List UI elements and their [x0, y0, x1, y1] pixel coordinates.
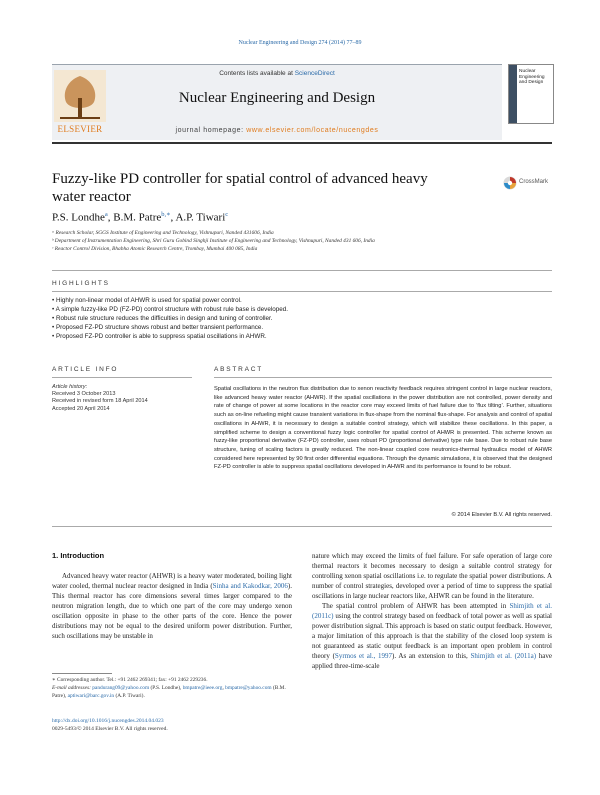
homepage-link[interactable]: www.elsevier.com/locate/nucengdes: [246, 127, 379, 134]
article-title: Fuzzy-like PD controller for spatial control of advanced heavy water reactor: [52, 171, 428, 205]
sciencedirect-link[interactable]: ScienceDirect: [294, 70, 335, 77]
contents-prefix: Contents lists available at: [219, 70, 295, 77]
section-rule: [52, 291, 552, 292]
section-rule: [52, 377, 192, 378]
journal-homepage: [52, 127, 502, 134]
article-info-heading: ARTICLE INFO: [52, 366, 119, 373]
highlight-item: • Highly non-linear model of AHWR is used for spatial power control.: [52, 296, 552, 305]
author-affil-mark[interactable]: a: [104, 211, 108, 218]
reference-link[interactable]: Shimjith et al. (2011a): [470, 652, 537, 660]
corresponding-author-footnote: [52, 677, 292, 700]
cover-title: Nuclear Engineering and Design: [519, 69, 545, 85]
abstract-heading: ABSTRACT: [214, 366, 264, 373]
received-date: Received 3 October 2013: [52, 391, 116, 398]
reference-link[interactable]: Syrmos et al., 1997: [334, 652, 393, 660]
author-name[interactable]: B.M. Patre: [113, 211, 162, 224]
affiliation: ᵃ Research Scholar, SGGS Institute of Engineering and Technology, Vishnupuri, Nanded 431606, India: [52, 230, 274, 236]
paragraph: Advanced heavy water reactor (AHWR) is a heavy water moderated, boiling light water cooled, thermal nuclear reactor designed in India (Sinha and Kakodkar, 2006). This thermal reactor has core dimensions several times larger compared to the neutron migration length, due to which one part of the core may undergo xenon oscillation opposite in phase to the other parts of the core. Hence the power distributions may not be equal to the desired uniform power distribution. Further, such oscillations may be unstable in: [52, 572, 292, 640]
author-name[interactable]: A.P. Tiwari: [175, 211, 226, 224]
contents-line: [52, 70, 502, 77]
email-link[interactable]: pandurang09@yahoo.com: [92, 684, 150, 691]
doi-link[interactable]: http://dx.doi.org/10.1016/j.nucengdes.2014.04.023: [52, 718, 164, 724]
accepted-date: Accepted 20 April 2014: [52, 405, 110, 412]
highlight-item: • Proposed FZ-PD structure shows robust and better transient performance.: [52, 323, 552, 332]
email-link[interactable]: bmpatre@yahoo.com: [225, 684, 272, 691]
corresponding-note: ∗ Corresponding author. Tel.: +91 2462 269341; fax: +91 2462 229236.: [52, 677, 208, 683]
reference-link[interactable]: Sinha and Kakodkar, 2006: [212, 582, 288, 590]
revised-date: Received in revised form 18 April 2014: [52, 398, 148, 405]
homepage-label: journal homepage:: [175, 127, 247, 134]
article-history: [52, 384, 192, 413]
email-link[interactable]: bmpatre@ieee.org: [182, 684, 223, 691]
author-name[interactable]: P.S. Londhe: [52, 211, 105, 224]
paragraph: The spatial control problem of AHWR has been attempted in Shimjith et al. (2011c) using the control strategy based on feedback of total power as well as spatial power distribution signal. This approach is based on static output feedback. However, a major limitation of this approach is that the stability of the closed loop system is not guaranteed as static output feedback is an important open problem in control theory (Syrmos et al., 1997). As an extension to this, Shimjith et al. (2011a) have applied three-time-scale: [312, 602, 552, 670]
issn-line: 0029-5493/© 2014 Elsevier B.V. All rights reserved.: [52, 725, 168, 732]
crossmark-icon: [503, 176, 517, 190]
right-column: [312, 551, 552, 671]
crossmark-label: CrossMark: [519, 179, 549, 185]
journal-citation[interactable]: Nuclear Engineering and Design 274 (2014) 77–89: [238, 40, 362, 46]
journal-cover-thumbnail: [508, 64, 554, 124]
left-column: [52, 571, 292, 641]
section-rule: [52, 526, 552, 527]
header-top-rule: [52, 64, 502, 65]
email-line: E-mail addresses: pandurang09@yahoo.com (P.S. Londhe), bmpatre@ieee.org, bmpatre@yahoo.com (B.M. Patre), aptiwari@barc.gov.in (A.P. Tiwari).: [52, 684, 286, 699]
paragraph: nature which may exceed the limits of fuel failure. For safe operation of large core thermal reactors it becomes necessary to design a suitable control strategy for controlling xenon spatial oscillations i.e. to regulate the spatial power distributions. A number of control strategies, developed over a period of time to suppress the spatial oscillations in large nuclear reactors like, AHWR can be found in the literature.: [312, 552, 552, 600]
highlights-heading: HIGHLIGHTS: [52, 280, 110, 287]
section-rule: [214, 377, 552, 378]
crossmark-badge[interactable]: [503, 176, 551, 190]
highlight-item: • Robust rule structure reduces the difficulties in design and tuning of controller.: [52, 314, 552, 323]
footnote-rule: [52, 673, 112, 674]
journal-title: Nuclear Engineering and Design: [178, 90, 376, 106]
abstract-copyright: © 2014 Elsevier B.V. All rights reserved.: [451, 512, 552, 518]
highlight-item: • A simple fuzzy-like PD (FZ-PD) control structure with robust rule base is developed.: [52, 305, 552, 314]
author-list: P.S. Londhe$^a$, B.M. Patre$^{b,∗}$, A.P. Tiwari$^c$: [52, 211, 229, 224]
header-divider: [52, 142, 552, 144]
author-affil-mark[interactable]: b,∗: [161, 211, 171, 218]
author-affil-mark[interactable]: c: [225, 211, 229, 218]
section-rule: [52, 270, 552, 271]
reference-link[interactable]: Shimjith et al. (2011c): [312, 602, 552, 620]
highlights-list: [52, 296, 552, 341]
highlight-item: • Proposed FZ-PD controller is able to suppress spatial oscillations in AHWR.: [52, 332, 552, 341]
affiliation: ᶜ Reactor Control Division, Bhabha Atomic Research Centre, Trombay, Mumbai 400 085, India: [52, 246, 258, 252]
introduction-heading: 1. Introduction: [52, 551, 105, 560]
history-label: Article history:: [52, 384, 88, 390]
email-link[interactable]: aptiwari@barc.gov.in: [67, 692, 115, 699]
doi-block: [52, 718, 168, 733]
abstract-text: Spatial oscillations in the neutron flux distribution due to xenon reactivity feedback requires stringent control in large nuclear reactors, like advanced heavy water reactor (AHWR). If the spatial oscillations in the power distribution are not controlled, power density and rate of change of power at some locations in the reactor core may exceed limits of fuel failure due to ‘flux tilting’. Further, situations such as on-line refueling might cause transient variations in flux-shape from the nominal flux-shape. For analysis and control of spatial oscillations in AHWR, it is necessary to design a suitable control strategy, which will stabilize these oscillations. In this paper, a simplified scheme to design a conventional fuzzy logic controller for spatial control of AHWR is presented. This scheme known as fuzzy-like proportional derivative (FZ-PD) controller, uses robust PD (proportional derivative) type rule base. Due to robust rule base structure, tuning of scaling factors is greatly reduced. The non-linear coupled core neutronics-thermal hydraulics model of AHWR considered here represented by 90 first order differential equations. Through the dynamic simulations, it is observed that the designed FZ-PD controller is able to suppress spatial oscillations developed in AHWR and its performance is found to be robust.: [214, 386, 552, 471]
affiliation: ᵇ Department of Instrumentation Engineering, Shri Guru Gobind Singhji Institute of Engineering and Technology, Vishnupuri, Nanded 431 606, India: [52, 238, 375, 244]
publisher-logo-text: ELSEVIER: [57, 124, 103, 134]
